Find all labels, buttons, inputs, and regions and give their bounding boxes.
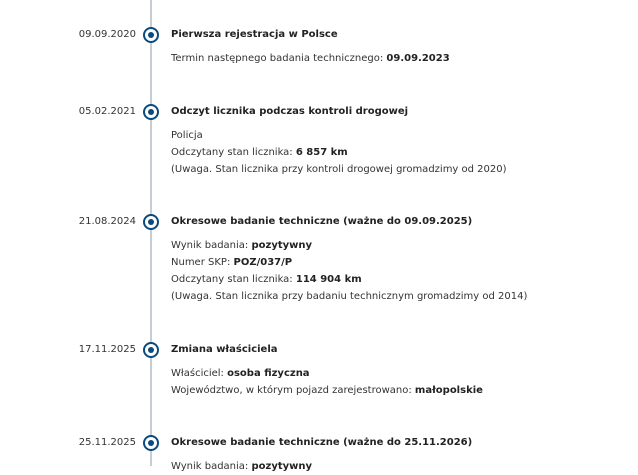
detail-line: Właściciel: osoba fizyczna [171, 368, 310, 379]
event-details [171, 50, 450, 67]
detail-line: (Uwaga. Stan licznika przy badaniu technicznym gromadzimy od 2014) [171, 291, 528, 302]
event-title: Zmiana właściciela [171, 344, 278, 355]
event-date: 05.02.2021 [78, 106, 136, 117]
timeline-dot-icon [143, 342, 159, 358]
event-date: 21.08.2024 [78, 216, 136, 227]
event-title: Okresowe badanie techniczne (ważne do 25.11.2026) [171, 437, 473, 448]
event-details [171, 127, 507, 178]
detail-line: Odczytany stan licznika: 114 904 km [171, 274, 362, 285]
event-title: Okresowe badanie techniczne (ważne do 09.09.2025) [171, 216, 473, 227]
event-details [171, 458, 312, 475]
detail-line: Wynik badania: pozytywny [171, 461, 313, 472]
event-details [171, 365, 483, 399]
detail-line: Policja [171, 130, 203, 141]
timeline-dot-icon [143, 435, 159, 451]
event-details [171, 237, 527, 305]
detail-line: Termin następnego badania technicznego: 09.09.2023 [171, 53, 450, 64]
detail-line: Wynik badania: pozytywny [171, 240, 313, 251]
event-date: 25.11.2025 [78, 437, 136, 448]
event-title: Odczyt licznika podczas kontroli drogowej [171, 106, 409, 117]
detail-line: Odczytany stan licznika: 6 857 km [171, 147, 348, 158]
event-title: Pierwsza rejestracja w Polsce [171, 29, 338, 40]
timeline-dot-icon [143, 104, 159, 120]
detail-line: Numer SKP: POZ/037/P [171, 257, 293, 268]
event-date: 17.11.2025 [78, 344, 136, 355]
detail-line: (Uwaga. Stan licznika przy kontroli drogowej gromadzimy od 2020) [171, 164, 507, 175]
event-date: 09.09.2020 [78, 29, 136, 40]
timeline-dot-icon [143, 214, 159, 230]
timeline-line [150, 0, 152, 466]
timeline-dot-icon [143, 27, 159, 43]
detail-line: Województwo, w którym pojazd zarejestrowano: małopolskie [171, 385, 483, 396]
